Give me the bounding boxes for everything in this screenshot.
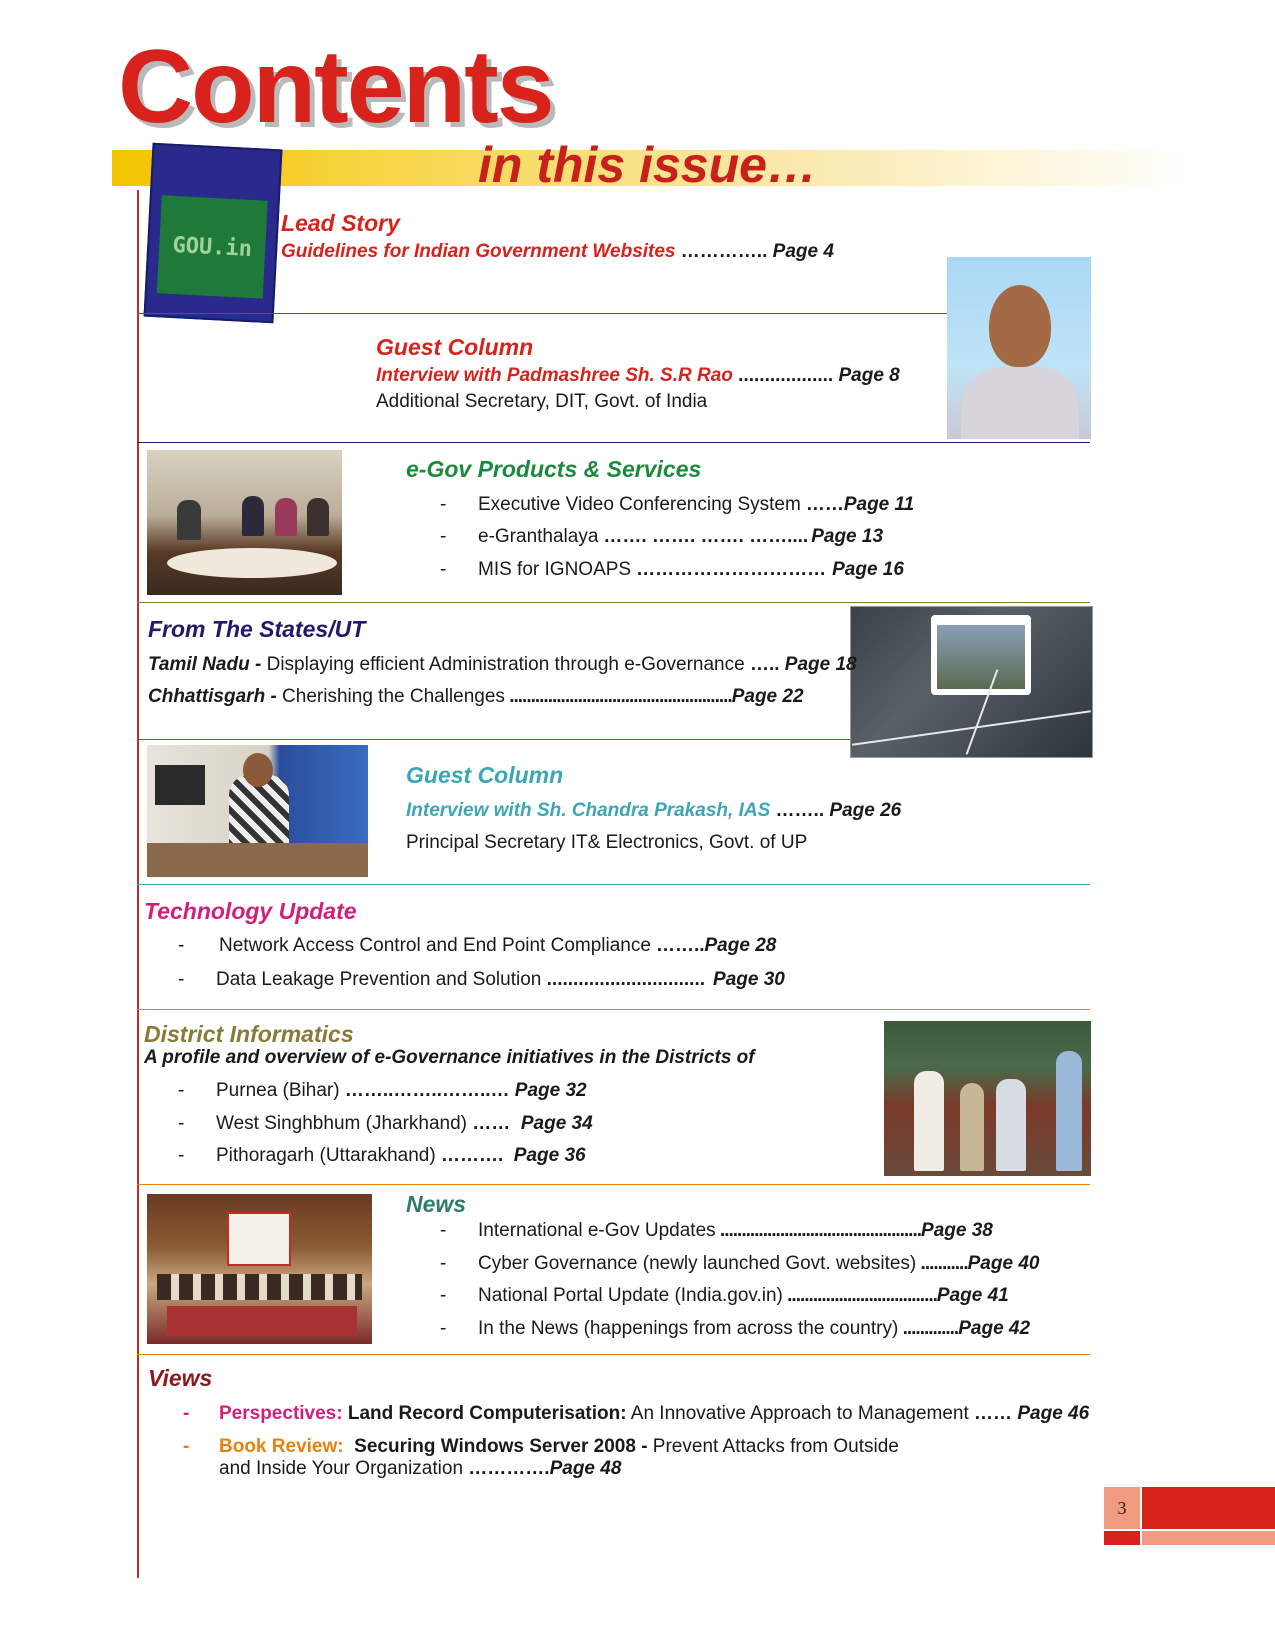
leader-dots: .................. xyxy=(738,365,834,386)
list-item[interactable] xyxy=(178,1114,593,1133)
page-ref: Page 40 xyxy=(967,1253,1040,1274)
leader-dots: ….. xyxy=(744,654,780,675)
leader-dots: …… xyxy=(805,494,844,515)
entry-text: International e-Gov Updates xyxy=(478,1220,716,1241)
entry-text: Displaying efficient Administration through e-Governance xyxy=(261,654,745,675)
map-screenshot xyxy=(850,606,1093,758)
list-item[interactable] xyxy=(148,687,804,706)
sr-rao-photo xyxy=(947,257,1091,439)
dash: - xyxy=(440,1220,447,1241)
page-ref: Page 11 xyxy=(843,494,915,515)
dash: - xyxy=(440,559,447,580)
views-heading: Views xyxy=(148,1365,213,1391)
cover-text: GOU.in xyxy=(171,232,253,262)
entry-text: and Inside Your Organization xyxy=(219,1458,464,1479)
list-item[interactable] xyxy=(148,655,857,674)
corner-block xyxy=(1142,1531,1275,1545)
lamp-lighting-photo xyxy=(884,1021,1091,1176)
leader-dots: …… xyxy=(968,1403,1013,1424)
guest-column-entry[interactable] xyxy=(376,366,900,385)
page-ref: Page 41 xyxy=(936,1285,1009,1306)
technology-heading: Technology Update xyxy=(144,898,357,924)
entry-text: Cherishing the Challenges xyxy=(276,686,505,707)
entry-text: Pithoragarh (Uttarakhand) xyxy=(216,1145,436,1166)
leader-dots: ………. xyxy=(435,1145,504,1166)
states-heading: From The States/UT xyxy=(148,616,366,642)
leader-dots: ........... xyxy=(916,1253,968,1274)
dash: - xyxy=(440,1318,447,1339)
list-item-continuation[interactable] xyxy=(219,1459,621,1478)
list-item[interactable] xyxy=(183,1404,1089,1423)
contents-subtitle: in this issue… xyxy=(478,137,817,193)
guest-column-2-entry[interactable] xyxy=(406,801,901,820)
leader-dots: …………. xyxy=(463,1458,550,1479)
list-item[interactable] xyxy=(178,970,785,989)
guest-subtitle: Additional Secretary, DIT, Govt. of India xyxy=(376,391,708,412)
page-ref: Page 18 xyxy=(784,654,857,675)
page-ref: Page 8 xyxy=(838,365,900,386)
leader-dots: …… xyxy=(467,1113,511,1134)
page-ref: Page 22 xyxy=(731,686,804,707)
entry-text: Network Access Control and End Point Compliance xyxy=(219,935,651,956)
leader-dots: ............................................... xyxy=(715,1220,922,1241)
leader-dots: …….. xyxy=(775,800,825,821)
dash: - xyxy=(178,935,185,956)
divider xyxy=(137,442,1090,443)
lead-story-title: Guidelines for Indian Government Websites xyxy=(281,241,676,262)
dash: - xyxy=(178,1145,185,1166)
entry-text: Prevent Attacks from Outside xyxy=(647,1436,899,1457)
divider xyxy=(137,313,947,314)
corner-block xyxy=(1104,1531,1140,1545)
list-item[interactable] xyxy=(440,560,904,579)
list-item[interactable] xyxy=(178,936,776,955)
list-item[interactable] xyxy=(440,1319,1030,1338)
divider xyxy=(137,1009,1090,1010)
page-ref: Page 16 xyxy=(832,559,904,580)
page-ref: Page 38 xyxy=(921,1220,993,1241)
egov-heading: e-Gov Products & Services xyxy=(406,456,702,482)
guest-interview-title: Interview with Sh. Chandra Prakash, IAS xyxy=(406,800,771,821)
entry-text: e-Granthalaya xyxy=(478,526,599,547)
entry-text: Data Leakage Prevention and Solution xyxy=(216,969,542,990)
entry-text: Executive Video Conferencing System xyxy=(478,494,801,515)
leader-dots: …….. xyxy=(655,935,705,956)
dash: - xyxy=(440,526,447,547)
conference-photo xyxy=(147,450,342,595)
page-ref: Page 36 xyxy=(513,1145,586,1166)
dash: - xyxy=(178,1113,185,1134)
page-ref: Page 13 xyxy=(811,526,884,547)
leader-dots: ................................... xyxy=(782,1285,937,1306)
district-heading: District Informatics xyxy=(144,1021,354,1047)
list-item[interactable] xyxy=(178,1081,587,1100)
list-item[interactable] xyxy=(178,1146,586,1165)
page-number-box xyxy=(1104,1487,1140,1529)
view-label: Perspectives: xyxy=(219,1403,343,1424)
view-title: Securing Windows Server 2008 - xyxy=(343,1436,648,1457)
entry-text: Purnea (Bihar) xyxy=(216,1080,340,1101)
news-heading: News xyxy=(406,1191,467,1217)
leader-dots: ……. ……. ……. …….... xyxy=(603,526,809,547)
list-item[interactable] xyxy=(440,1286,1009,1305)
list-item[interactable] xyxy=(440,527,883,546)
page-ref: Page 48 xyxy=(549,1458,622,1479)
entry-text: An Innovative Approach to Management xyxy=(626,1403,969,1424)
view-title: Land Record Computerisation: xyxy=(342,1403,627,1424)
dash: - xyxy=(183,1403,190,1424)
entry-text: National Portal Update (India.gov.in) xyxy=(478,1285,783,1306)
state-name: Tamil Nadu - xyxy=(148,654,262,675)
page-ref: Page 26 xyxy=(829,800,902,821)
page-ref: Page 46 xyxy=(1017,1403,1090,1424)
dash: - xyxy=(178,1080,185,1101)
divider xyxy=(137,739,850,740)
divider xyxy=(137,884,1090,885)
list-item[interactable] xyxy=(440,495,914,514)
leader-dots: ............. xyxy=(898,1318,959,1339)
entry-text: West Singhbhum (Jharkhand) xyxy=(216,1113,467,1134)
leader-dots: ……..……..……..… xyxy=(339,1080,510,1101)
meeting-hall-photo xyxy=(147,1194,372,1344)
contents-title: Contents xyxy=(118,29,553,145)
guest-column-heading: Guest Column xyxy=(376,334,534,360)
divider xyxy=(137,1184,1090,1185)
gou-in-cover-image xyxy=(144,143,283,324)
page-number: 3 xyxy=(1117,1497,1127,1518)
lead-story-entry[interactable] xyxy=(281,242,834,261)
guest-subtitle: Principal Secretary IT& Electronics, Govt. of UP xyxy=(406,832,808,853)
lead-story-heading: Lead Story xyxy=(281,210,400,236)
dash: - xyxy=(183,1436,190,1457)
leader-dots: .............................. xyxy=(541,969,706,990)
chandra-prakash-photo xyxy=(147,745,368,877)
list-item[interactable] xyxy=(440,1254,1039,1273)
leader-dots: .................................................... xyxy=(504,686,732,707)
list-item[interactable] xyxy=(183,1437,899,1456)
state-name: Chhattisgarh - xyxy=(148,686,277,707)
guest-column-2-heading: Guest Column xyxy=(406,762,564,788)
leader-dots: ………….. xyxy=(680,241,768,262)
entry-text: MIS for IGNOAPS xyxy=(478,559,632,580)
entry-text: In the News (happenings from across the country) xyxy=(478,1318,899,1339)
divider xyxy=(137,1354,1090,1355)
page-ref: Page 32 xyxy=(514,1080,587,1101)
leader-dots: ………………………… xyxy=(636,559,827,580)
district-intro: A profile and overview of e-Governance initiatives in the Districts of xyxy=(144,1047,755,1068)
divider xyxy=(137,602,1090,603)
entry-text: Cyber Governance (newly launched Govt. websites) xyxy=(478,1253,917,1274)
list-item[interactable] xyxy=(440,1221,993,1240)
page-ref: Page 34 xyxy=(520,1113,593,1134)
dash: - xyxy=(178,969,185,990)
page-ref: Page 28 xyxy=(704,935,777,956)
page-ref: Page 30 xyxy=(713,969,785,990)
corner-block xyxy=(1142,1487,1275,1529)
dash: - xyxy=(440,1285,447,1306)
dash: - xyxy=(440,494,447,515)
page-ref: Page 4 xyxy=(772,241,834,262)
page-ref: Page 42 xyxy=(958,1318,1031,1339)
view-label: Book Review: xyxy=(219,1436,344,1457)
guest-interview-title: Interview with Padmashree Sh. S.R Rao xyxy=(376,365,733,386)
dash: - xyxy=(440,1253,447,1274)
